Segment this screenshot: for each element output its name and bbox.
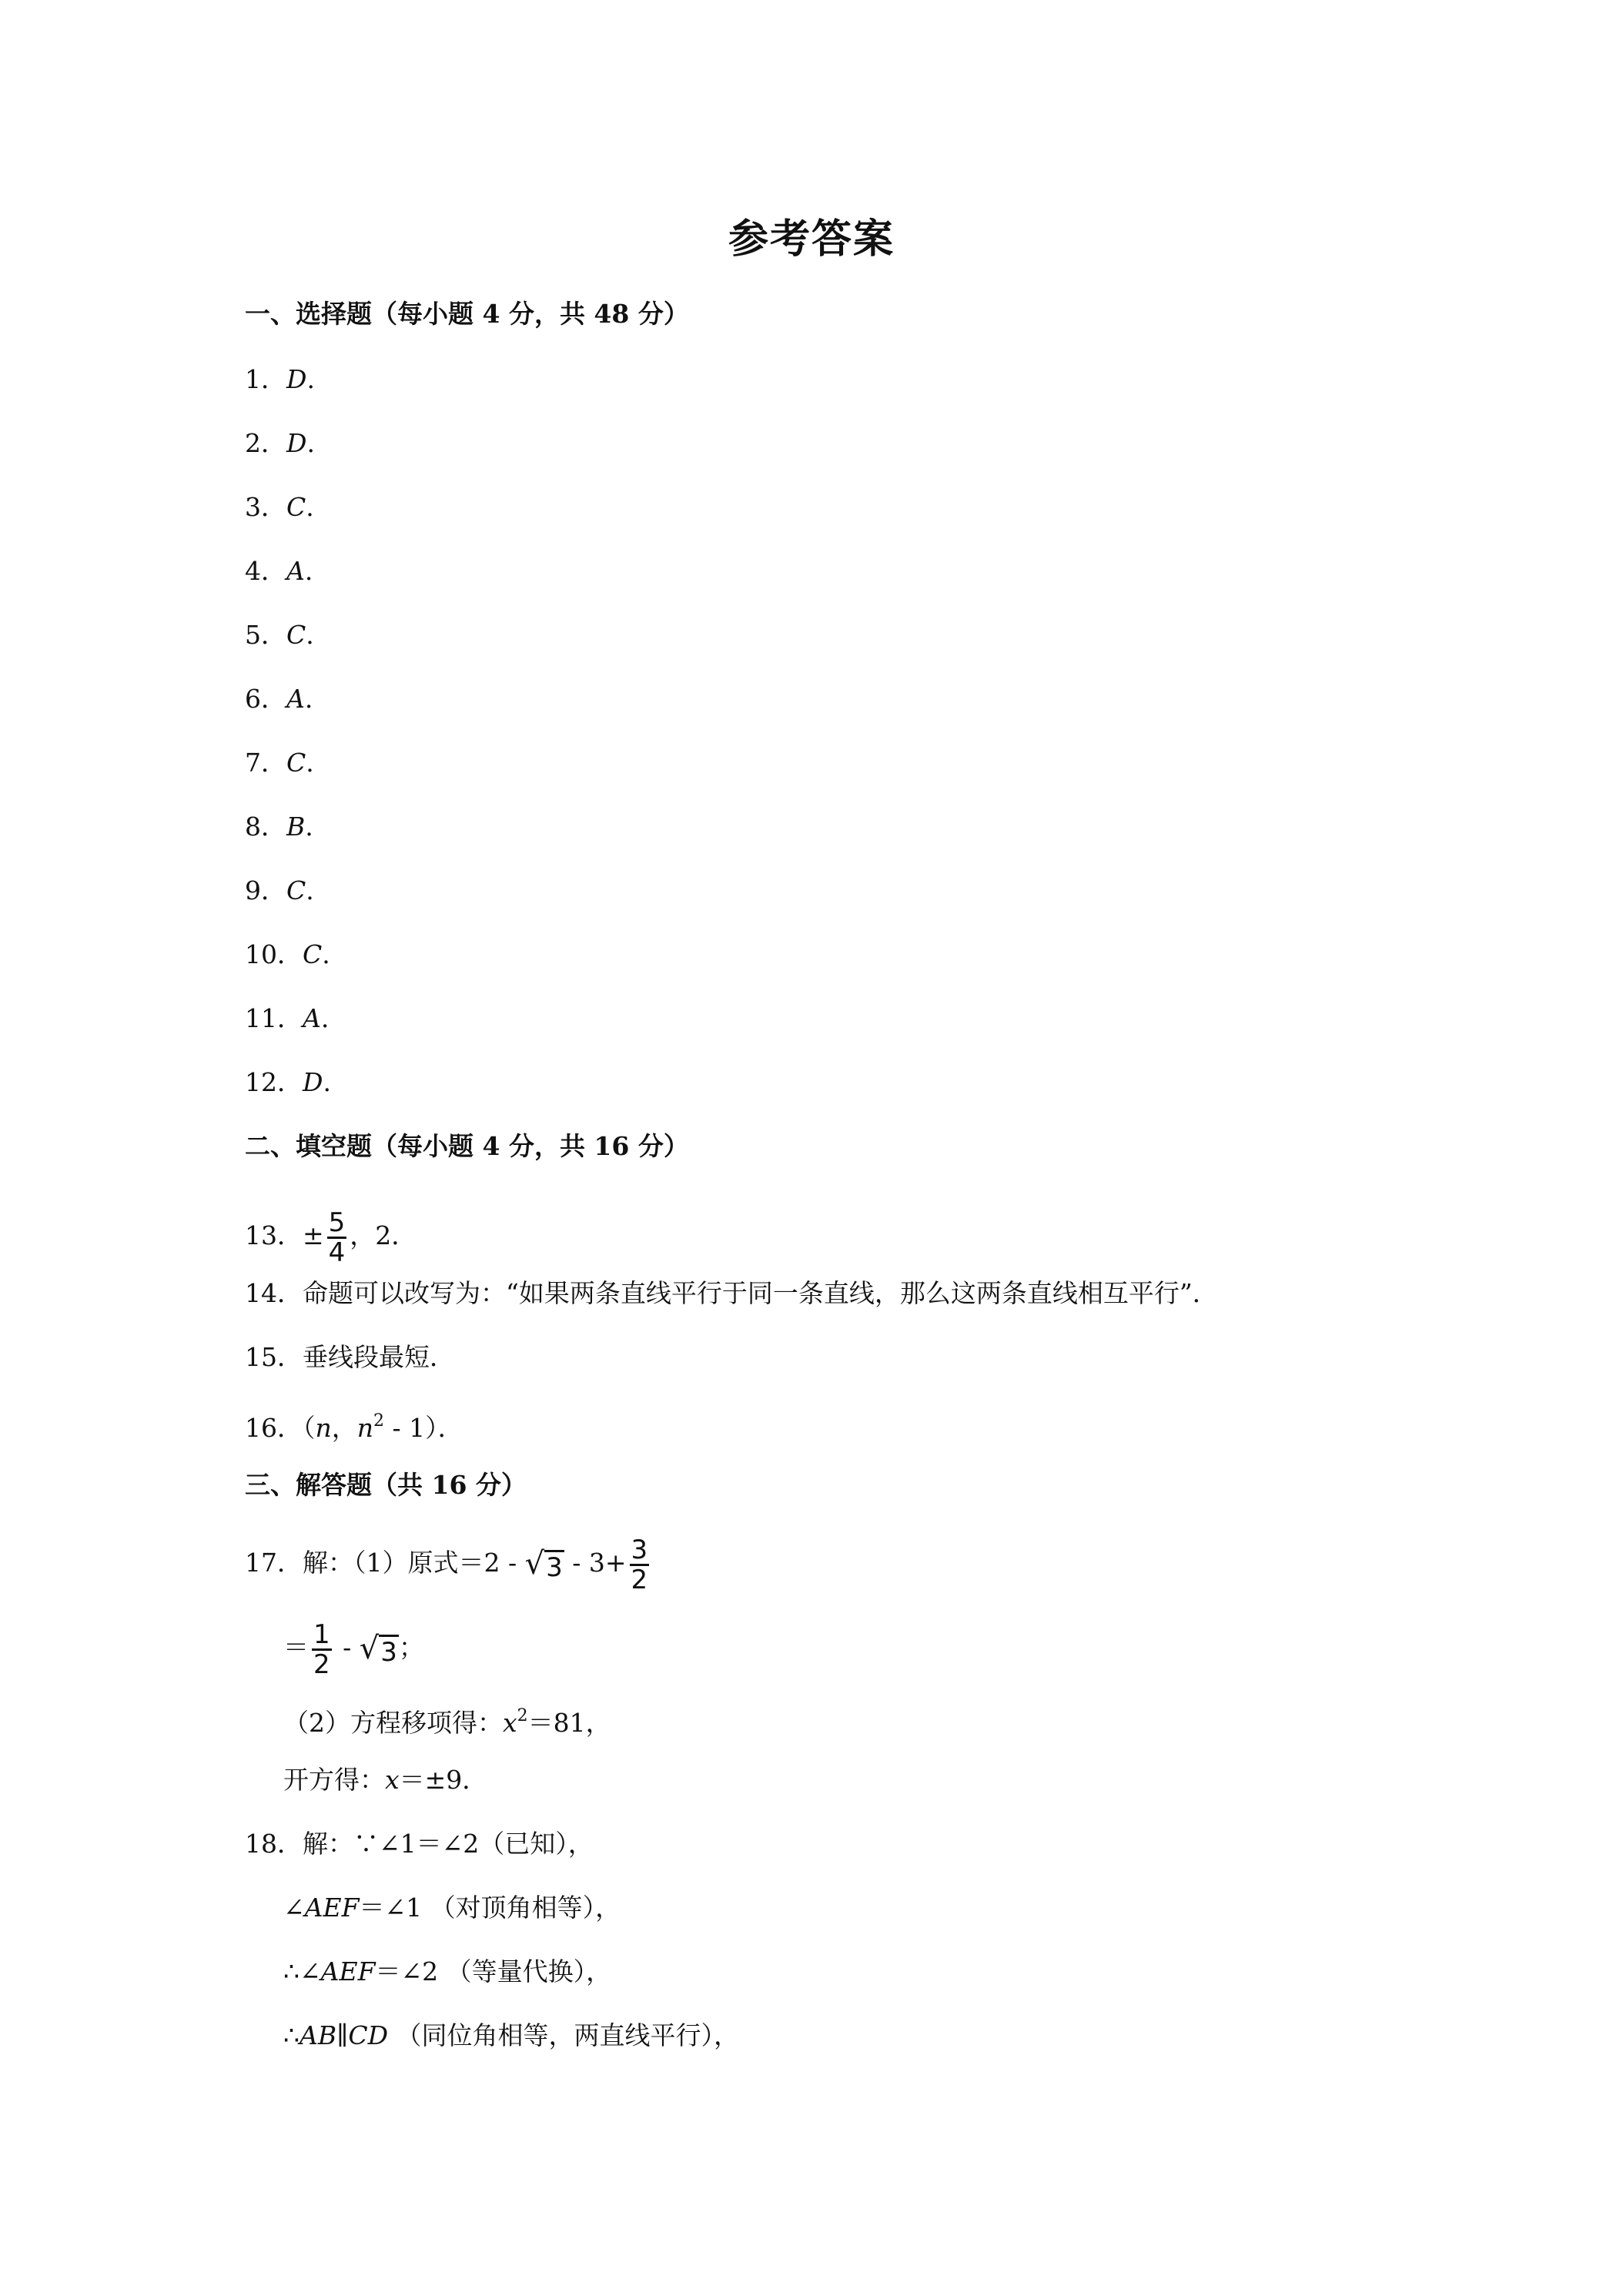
- mc-answer-11: 11．A.: [245, 1003, 330, 1033]
- mc-answer-6: 6．A.: [245, 684, 313, 714]
- solution-18-line-4: ∴AB∥CD （同位角相等，两直线平行），: [283, 2020, 740, 2050]
- mc-answer-8: 8．B.: [245, 812, 313, 842]
- solution-17-line-3: （2）方程移项得：$x^2=81$，: [283, 1706, 611, 1738]
- solution-18-line-1: 18．解：∵∠1＝∠2（已知），: [245, 1829, 594, 1859]
- solution-18-line-2: ∠AEF＝∠1 （对顶角相等），: [283, 1893, 621, 1923]
- mc-answer-7: 7．C.: [245, 748, 314, 778]
- fill-answer-14: 14．命题可以改写为：“如果两条直线平行于同一条直线，那么这两条直线相互平行”．: [245, 1278, 1218, 1308]
- fill-answer-15: 15．垂线段最短．: [245, 1342, 455, 1372]
- fraction: $\frac{1}{2}$: [313, 1618, 330, 1680]
- mc-answer-10: 10．C.: [245, 939, 330, 969]
- solution-17-line-4: 开方得：x＝±9．: [283, 1765, 488, 1795]
- mc-answer-2: 2．D.: [245, 428, 315, 458]
- sqrt-symbol: √ 3: [524, 1545, 563, 1583]
- mc-answer-9: 9．C.: [245, 875, 314, 905]
- mc-answer-12: 12．D.: [245, 1067, 331, 1097]
- section-heading-choice: 一、选择题（每小题 4 分，共 48 分）: [245, 299, 689, 329]
- sqrt-symbol: √ 3: [359, 1630, 397, 1668]
- fill-answer-13: 13．± $\frac{5}{4}$ ，2．: [245, 1207, 417, 1268]
- section-heading-solve: 三、解答题（共 16 分）: [245, 1470, 527, 1500]
- section-heading-fill: 二、填空题（每小题 4 分，共 16 分）: [245, 1131, 689, 1161]
- solution-17-line-1: 17．解：（1）原式＝2 - √ 3 - 3+ $\frac{3}{2}$: [245, 1534, 648, 1595]
- mc-answer-4: 4．A.: [245, 556, 313, 586]
- fraction: $\frac{3}{2}$: [631, 1534, 648, 1595]
- solution-18-line-3: ∴∠AEF＝∠2 （等量代换），: [283, 1956, 612, 1986]
- mc-answer-5: 5．C.: [245, 620, 314, 650]
- mc-answer-3: 3．C.: [245, 492, 314, 522]
- fill-answer-16: 16．（n，$n^2 - 1$）．: [245, 1411, 463, 1443]
- page-title: 参考答案: [728, 216, 895, 263]
- fraction: $\frac{5}{4}$: [328, 1207, 346, 1268]
- solution-17-line-2: ＝ $\frac{1}{2}$ - √ 3 ；: [283, 1618, 424, 1680]
- mc-answer-1: 1．D.: [245, 364, 315, 394]
